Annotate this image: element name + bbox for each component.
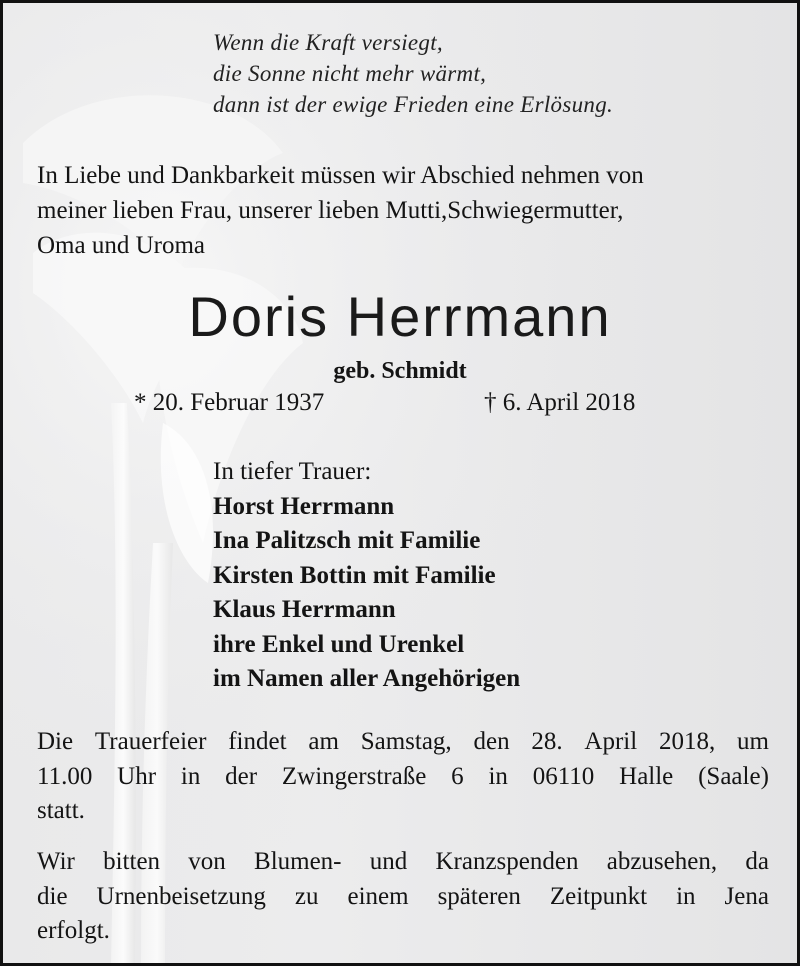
poem-line: die Sonne nicht mehr wärmt, — [213, 61, 487, 86]
mourner-name: Kirsten Bottin mit Familie — [213, 561, 496, 589]
death-date: † 6. April 2018 — [484, 389, 636, 416]
funeral-line: Die Trauerfeier findet am Samstag, den 28. April 2018, um — [37, 728, 769, 755]
poem-line: dann ist der ewige Frieden eine Erlösung. — [213, 92, 614, 117]
poem — [213, 27, 613, 120]
mourner-name: im Namen aller Angehörigen — [213, 665, 521, 692]
intro-line: Oma und Uroma — [37, 232, 206, 259]
funeral-info — [37, 725, 769, 829]
intro-text — [37, 158, 769, 263]
mourners-lead: In tiefer Trauer: — [213, 458, 372, 485]
intro-line: meiner lieben Frau, unserer lieben Mutti,Schwiegermutter, — [37, 197, 624, 224]
funeral-line: 11.00 Uhr in der Zwingerstraße 6 in 06110 Halle (Saale) — [37, 762, 769, 790]
birth-date: * 20. Februar 1937 — [134, 389, 325, 416]
mourner-name: Horst Herrmann — [213, 492, 395, 520]
request-line: erfolgt. — [37, 917, 110, 944]
mourner-name: Ina Palitzsch mit Familie — [213, 527, 481, 554]
request-line: Wir bitten von Blumen- und Kranzspenden abzusehen, da — [37, 848, 769, 875]
deceased-name: Doris Herrmann — [188, 285, 612, 348]
mourner-name: ihre Enkel und Urenkel — [213, 630, 465, 658]
request-line: die Urnenbeisetzung zu einem späteren Zeitpunkt in Jena — [37, 882, 769, 910]
maiden-name: geb. Schmidt — [333, 358, 467, 384]
intro-line: In Liebe und Dankbarkeit müssen wir Abschied nehmen von — [37, 162, 644, 189]
funeral-line: statt. — [37, 797, 85, 824]
mourner-name: Klaus Herrmann — [213, 596, 396, 623]
poem-line: Wenn die Kraft versiegt, — [213, 30, 443, 55]
mourners-list — [213, 455, 520, 697]
flower-request — [37, 845, 769, 949]
